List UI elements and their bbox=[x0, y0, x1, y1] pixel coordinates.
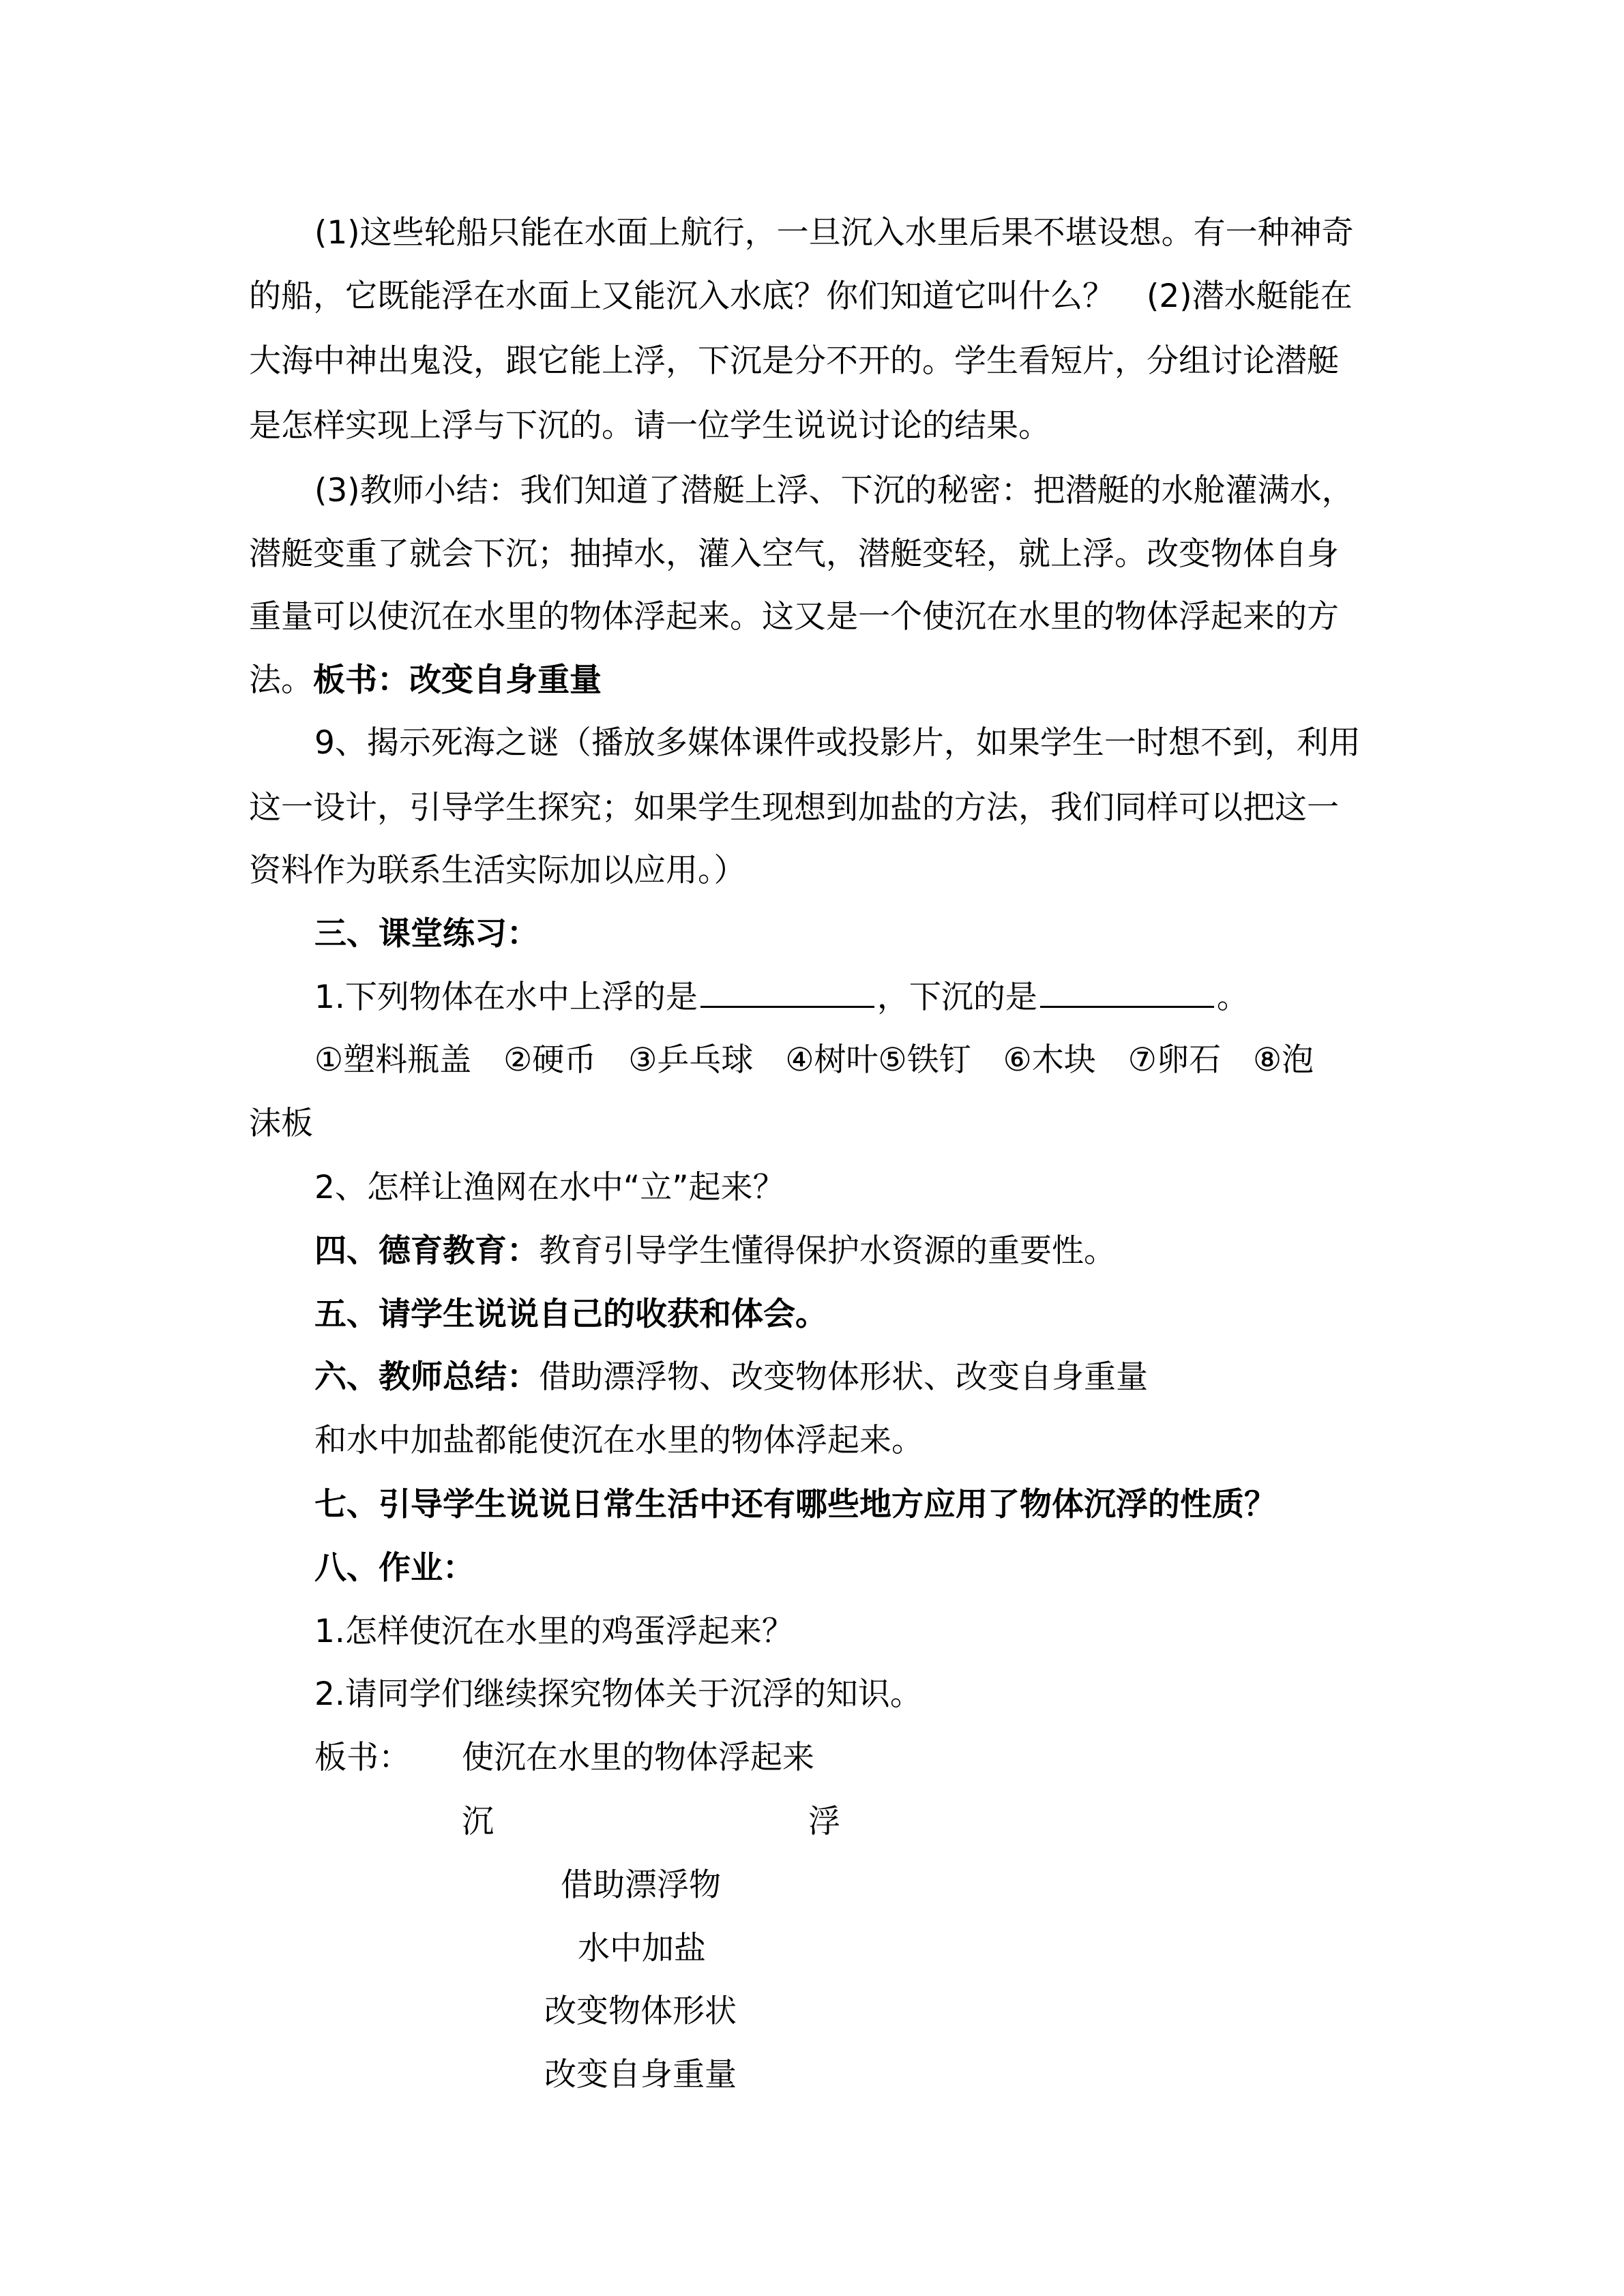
paragraph-3-line-1: 9、揭示死海之谜（播放多媒体课件或投影片，如果学生一时想不到，利用 bbox=[314, 724, 1361, 762]
exercise-2: 2、怎样让渔网在水中“立”起来？ bbox=[314, 1169, 785, 1206]
exercise-1-text-a: 1.下列物体在水中上浮的是 bbox=[314, 979, 698, 1016]
exercise-1 bbox=[314, 977, 1249, 1018]
float-answer-blank bbox=[700, 979, 874, 1008]
section-5-heading: 五、请学生说说自己的收获和体会。 bbox=[314, 1296, 827, 1333]
paragraph-1-line-4: 是怎样实现上浮与下沉的。请一位学生说说讨论的结果。 bbox=[249, 407, 1050, 445]
sink-answer-blank bbox=[1040, 979, 1214, 1008]
section-8-heading: 八、作业： bbox=[314, 1549, 475, 1587]
board-item-4: 改变自身重量 bbox=[544, 2056, 737, 2093]
section-6-continuation: 和水中加盐都能使沉在水里的物体浮起来。 bbox=[314, 1422, 924, 1459]
section-6 bbox=[314, 1357, 1148, 1398]
section-4-text: 教育引导学生懂得保护水资源的重要性。 bbox=[539, 1232, 1116, 1270]
section-4 bbox=[314, 1231, 1116, 1272]
board-item-2: 水中加盐 bbox=[578, 1930, 706, 1967]
homework-1: 1.怎样使沉在水里的鸡蛋浮起来？ bbox=[314, 1613, 794, 1650]
board-label: 板书： bbox=[314, 1739, 411, 1776]
board-note-bold: 板书：改变自身重量 bbox=[313, 661, 602, 699]
exercise-1-options: ①塑料瓶盖 ②硬币 ③乒乓球 ④树叶⑤铁钉 ⑥木块 ⑦卵石 ⑧泡 bbox=[314, 1041, 1314, 1079]
section-6-heading: 六、教师总结： bbox=[314, 1358, 539, 1396]
board-float-label: 浮 bbox=[808, 1803, 840, 1840]
paragraph-3-line-3: 资料作为联系生活实际加以应用。） bbox=[249, 852, 746, 889]
homework-2: 2.请同学们继续探究物体关于沉浮的知识。 bbox=[314, 1675, 922, 1713]
paragraph-2-line-4 bbox=[249, 660, 602, 701]
paragraph-1-line-1: (1)这些轮船只能在水面上航行，一旦沉入水里后果不堪设想。有一种神奇 bbox=[314, 214, 1354, 252]
section-7-heading: 七、引导学生说说日常生活中还有哪些地方应用了物体沉浮的性质？ bbox=[314, 1486, 1276, 1523]
board-title: 使沉在水里的物体浮起来 bbox=[462, 1739, 814, 1776]
section-4-heading: 四、德育教育： bbox=[314, 1232, 539, 1270]
board-item-3: 改变物体形状 bbox=[544, 1993, 737, 2030]
board-sink-label: 沉 bbox=[462, 1803, 494, 1840]
board-item-1: 借助漂浮物 bbox=[561, 1866, 721, 1904]
section-6-text: 借助漂浮物、改变物体形状、改变自身重量 bbox=[539, 1358, 1148, 1396]
paragraph-2-prefix: 法。 bbox=[249, 661, 313, 699]
paragraph-1-line-3: 大海中神出鬼没，跟它能上浮，下沉是分不开的。学生看短片，分组讨论潜艇 bbox=[249, 342, 1339, 380]
paragraph-2-line-2: 潜艇变重了就会下沉；抽掉水，灌入空气，潜艇变轻，就上浮。改变物体自身 bbox=[249, 535, 1339, 573]
paragraph-2-line-1: (3)教师小结：我们知道了潜艇上浮、下沉的秘密：把潜艇的水舱灌满水， bbox=[314, 472, 1354, 509]
paragraph-1-line-2: 的船，它既能浮在水面上又能沉入水底？你们知道它叫什么？ (2)潜水艇能在 bbox=[249, 278, 1353, 315]
section-3-heading: 三、课堂练习： bbox=[314, 915, 539, 953]
exercise-1-options-cont: 沫板 bbox=[249, 1105, 313, 1142]
exercise-1-text-c: 。 bbox=[1216, 979, 1249, 1016]
exercise-1-text-b: ，下沉的是 bbox=[876, 979, 1037, 1016]
paragraph-3-line-2: 这一设计，引导学生探究；如果学生现想到加盐的方法，我们同样可以把这一 bbox=[249, 789, 1339, 826]
paragraph-2-line-3: 重量可以使沉在水里的物体浮起来。这又是一个使沉在水里的物体浮起来的方 bbox=[249, 598, 1339, 636]
